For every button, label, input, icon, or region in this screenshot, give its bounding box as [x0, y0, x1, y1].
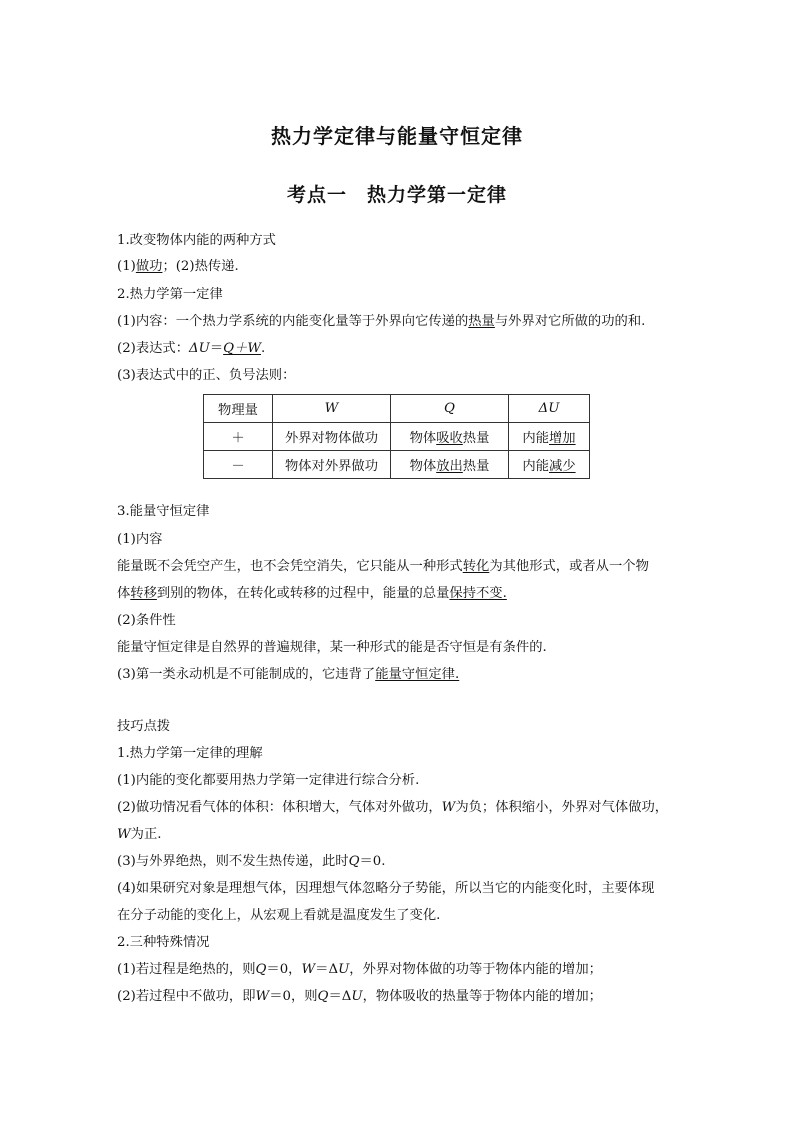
table-cell-sign: ＋: [204, 423, 273, 451]
header-du: ΔU: [538, 401, 560, 416]
s3-para1-line1: [117, 555, 682, 579]
s1-heading: 1.改变物体内能的两种方式: [117, 233, 276, 248]
s2-expr-label: (2)表达式：: [117, 341, 190, 356]
text: (2)若过程中不做功，即: [117, 989, 256, 1004]
cell-underlined: 增加: [549, 431, 576, 446]
tips-a4-line1: (4)如果研究对象是理想气体，因理想气体忽略分子势能，所以当它的内能变化时，主要体现: [117, 881, 655, 896]
var-w: W: [441, 800, 456, 815]
text: ＝0.: [359, 854, 386, 869]
sign-rules-table: [203, 394, 590, 479]
text: 能量既不会凭空产生，也不会凭空消失，它只能从一种形式: [117, 559, 463, 574]
s2-content: [117, 310, 682, 334]
tips-a4-line2: 在分子动能的变化上，从宏观上看就是温度发生了变化.: [117, 908, 441, 923]
table-header-cell: [273, 395, 391, 423]
s2-signs-label: (3)表达式中的正、负号法则：: [117, 368, 296, 383]
underlined-text: 保持不变.: [449, 586, 507, 601]
s3-para4: [117, 663, 682, 687]
table-row: [204, 423, 590, 451]
text: ，外界对物体做的功等于物体内能的增加；: [349, 962, 602, 977]
table-cell-q: [391, 423, 509, 451]
text: ＝Δ: [315, 962, 339, 977]
cell-text: 内能: [522, 431, 549, 446]
text: ＝0，则: [269, 989, 318, 1004]
s3-para1-line2: [117, 582, 682, 606]
var-q: Q: [317, 989, 329, 1004]
s1-l1-post: ；(2)热传递.: [162, 259, 239, 274]
table-cell-du: [509, 451, 590, 479]
s2-heading: 2.热力学第一定律: [117, 287, 223, 302]
text: ＝0，: [266, 962, 302, 977]
tips-heading: 技巧点拨: [117, 719, 171, 734]
text: (1)若过程是绝热的，则: [117, 962, 256, 977]
s2-expr-end: .: [261, 341, 266, 356]
text: 体: [117, 586, 131, 601]
table-cell-sign: －: [204, 451, 273, 479]
underlined-text: 转移: [130, 586, 157, 601]
var-q: Q: [255, 962, 267, 977]
s1-line1: [117, 255, 682, 279]
text: ，物体吸收的热量等于物体内能的增加；: [362, 989, 602, 1004]
section-title: 考点一 热力学第一定律: [286, 184, 507, 206]
cell-text: 物体: [409, 431, 437, 446]
s2-expr-eq: ＝: [209, 341, 224, 356]
tips-b2: [117, 985, 682, 1009]
tips-a3: [117, 850, 682, 874]
tips-a2-line1: [117, 796, 682, 820]
table-cell-w: 外界对物体做功: [273, 423, 391, 451]
var-w: W: [301, 962, 316, 977]
tips-a2-line2: [117, 823, 682, 847]
s2-expr-lhs: ΔU: [189, 341, 210, 356]
cell-underlined: 吸收: [436, 431, 463, 446]
s2-content-pre: (1)内容：一个热力学系统的内能变化量等于外界向它传递的: [117, 314, 469, 329]
s1-l1-underlined: 做功: [135, 259, 163, 274]
s3-para3: 能量守恒定律是自然界的普遍规律，某一种形式的能是否守恒是有条件的.: [117, 640, 547, 655]
tips-h2: 2.三种特殊情况: [117, 935, 210, 950]
cell-underlined: 减少: [549, 459, 576, 474]
text: (2)做功情况看气体的体积：体积增大，气体对外做功，: [117, 800, 442, 815]
table-header-cell: [509, 395, 590, 423]
table-row: [204, 451, 590, 479]
var-w: W: [255, 989, 270, 1004]
s3-sub2: (2)条件性: [117, 613, 176, 628]
var-u: U: [351, 989, 363, 1004]
tips-h1: 1.热力学第一定律的理解: [117, 746, 263, 761]
text: ＝Δ: [328, 989, 352, 1004]
table-cell-q: [391, 451, 509, 479]
header-q: Q: [444, 401, 455, 416]
s1-l1-pre: (1): [117, 259, 136, 274]
s3-sub1: (1)内容: [117, 532, 163, 547]
table-cell-w: 物体对外界做功: [273, 451, 391, 479]
text: 为负；体积缩小，外界对气体做功，: [455, 800, 669, 815]
header-w: W: [324, 401, 339, 416]
cell-text: 内能: [522, 459, 549, 474]
underlined-text: 能量守恒定律.: [375, 667, 460, 682]
s3-heading: 3.能量守恒定律: [117, 504, 210, 519]
underlined-text: 转化: [462, 559, 490, 574]
table-header-row: [204, 395, 590, 423]
s2-expr-rhs: Q＋W: [223, 341, 262, 356]
text: 为正.: [130, 827, 162, 842]
text: 为其他形式，或者从一个物: [489, 559, 649, 574]
s2-expression: [117, 337, 682, 361]
var-u: U: [338, 962, 350, 977]
tips-b1: [117, 958, 682, 982]
text: (3)与外界绝热，则不发生热传递，此时: [117, 854, 349, 869]
table-header-cell: [391, 395, 509, 423]
cell-text: 热量: [462, 459, 490, 474]
text: 到别的物体，在转化或转移的过程中，能量的总量: [156, 586, 450, 601]
cell-text: 热量: [462, 431, 490, 446]
cell-text: 物体: [409, 459, 437, 474]
var-w: W: [117, 827, 131, 842]
text: (3)第一类永动机是不可能制成的，它违背了: [117, 667, 376, 682]
var-q: Q: [348, 854, 360, 869]
s2-content-underlined: 热量: [468, 314, 495, 329]
tips-a1: (1)内能的变化都要用热力学第一定律进行综合分析.: [117, 773, 420, 788]
cell-underlined: 放出: [436, 459, 463, 474]
page-title: 热力学定律与能量守恒定律: [271, 124, 523, 148]
table-header-cell: 物理量: [204, 395, 273, 423]
s2-content-post: 与外界对它所做的功的和.: [494, 314, 646, 329]
table-cell-du: [509, 423, 590, 451]
